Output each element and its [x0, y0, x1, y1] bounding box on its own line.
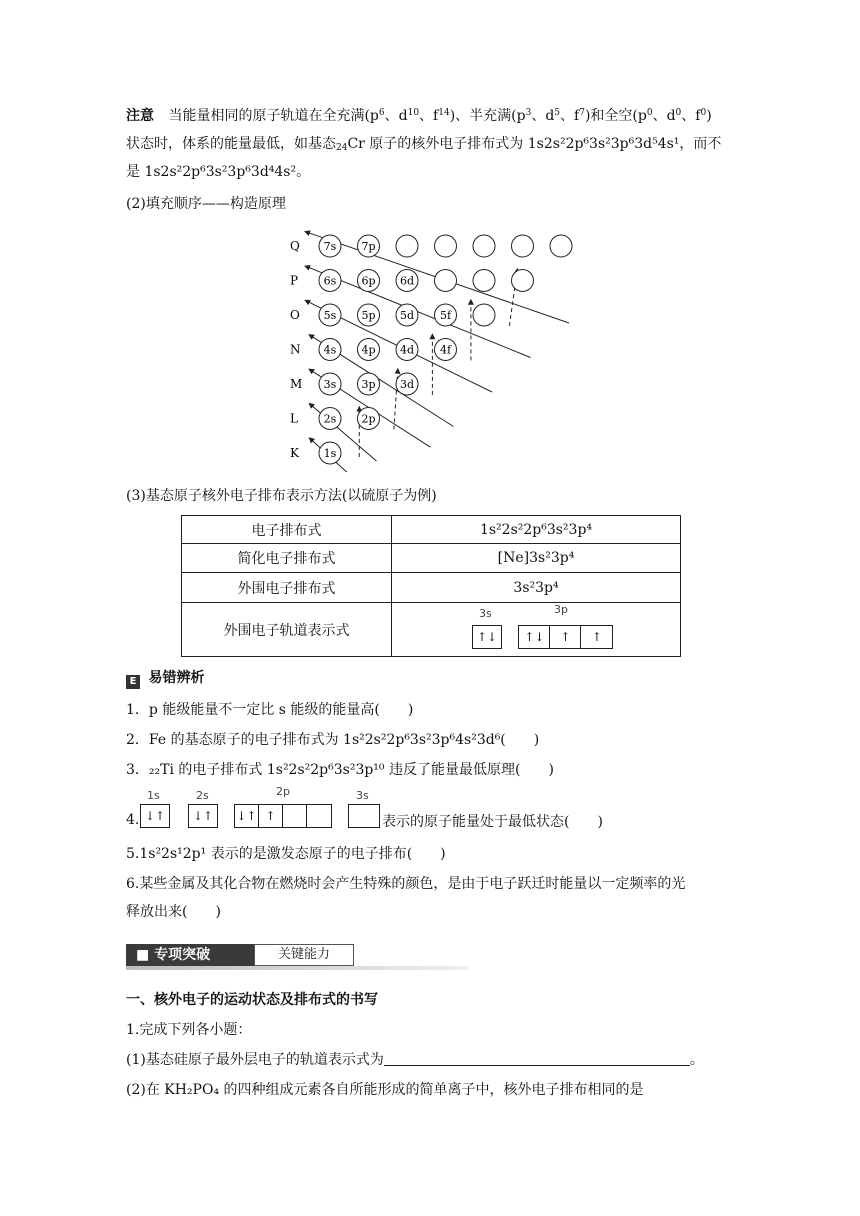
orbital-3d: [396, 373, 418, 395]
error-item-4: 4. 1s ↓↑ 2s ↓↑ 2p ↓↑ ↑ 3s 表示的原子能量处于最低状态( ): [126, 785, 603, 830]
svg-text:6p: 6p: [361, 274, 376, 288]
orbital-7s: [319, 235, 341, 257]
orbital-3s: [319, 373, 341, 395]
orbital-empty: [473, 270, 495, 292]
orbital-empty: [512, 270, 534, 292]
shell-label: M: [290, 377, 303, 391]
orbital-3s-box: ↑↓: [472, 625, 502, 649]
svg-text:2p: 2p: [361, 412, 376, 426]
orbital-2s: [319, 408, 341, 430]
svg-text:7s: 7s: [323, 240, 337, 253]
banner-sublabel: 关键能力: [254, 944, 354, 966]
error-item-1: 1．p 能级能量不一定比 s 能级的能量高( ): [126, 702, 414, 718]
orbital-empty: [473, 235, 495, 257]
section-2-title: (2)填充顺序——构造原理: [126, 196, 286, 212]
box-2s: ↓↑: [188, 804, 218, 828]
svg-text:7p: 7p: [361, 240, 376, 253]
shell-label: O: [290, 308, 300, 322]
error-item-2: 2．Fe 的基态原子的电子排布式为 1s²2s²2p⁶3s²3p⁶4s²3d⁶( ): [126, 732, 540, 748]
part-1-title: 一、核外电子的运动状态及排布式的书写: [126, 992, 378, 1008]
svg-text:4s: 4s: [323, 343, 337, 357]
cr-config-wrong: 2s²2p⁶3s²3p⁶3d⁴4s²: [160, 164, 297, 180]
orbital-4f: [435, 339, 457, 361]
note-line-3: 是 1s2s²2p⁶3s²3p⁶3d⁴4s²。: [126, 164, 311, 180]
cr-config-right: 2s²2p⁶3s²3p⁶3d⁵4s¹: [543, 136, 680, 152]
svg-text:3p: 3p: [361, 378, 376, 391]
error-item-6-cont: 释放出来( ): [126, 904, 221, 920]
svg-text:1s: 1s: [323, 447, 337, 460]
orbital-4p: [358, 339, 380, 361]
orbital-5d: [396, 304, 418, 326]
orbital-empty: [550, 235, 572, 257]
svg-text:5s: 5s: [323, 309, 337, 322]
orbital-5p: [358, 304, 380, 326]
aufbau-diagram: [280, 222, 580, 472]
orbital-6d: [396, 270, 418, 292]
table-row: 简化电子排布式 [Ne]3s²3p⁴: [182, 544, 681, 573]
orbital-4s: [319, 339, 341, 361]
svg-text:4p: 4p: [361, 343, 376, 357]
box-3s: [348, 804, 380, 828]
e-badge-icon: E: [126, 675, 140, 689]
orbital-empty: [512, 235, 534, 257]
table-row: 外围电子排布式 3s²3p⁴: [182, 573, 681, 603]
section-banner: [126, 940, 468, 970]
shell-label: K: [290, 446, 299, 460]
question-1-1: (1)基态硅原子最外层电子的轨道表示式为 。: [126, 1052, 704, 1068]
orbital-empty: [435, 270, 457, 292]
shell-label: P: [290, 273, 299, 288]
orbital-6s: [319, 270, 341, 292]
orbital-empty: [473, 304, 495, 326]
error-item-6: 6.某些金属及其化合物在燃烧时会产生特殊的颜色，是由于电子跃迁时能量以一定频率的光: [126, 876, 686, 892]
orbital-7p: [358, 235, 380, 257]
svg-text:4f: 4f: [439, 343, 452, 357]
orbital-5s: [319, 304, 341, 326]
svg-text:3d: 3d: [399, 378, 415, 391]
table-row: 电子排布式 1s²2s²2p⁶3s²3p⁴: [182, 516, 681, 544]
question-1: 1.完成下列各小题：: [126, 1022, 252, 1038]
shell-label: N: [290, 342, 301, 357]
error-heading: E 易错辨析: [126, 668, 204, 689]
shell-label: L: [290, 411, 298, 426]
question-1-2: (2)在 KH₂PO₄ 的四种组成元素各自所能形成的简单离子中，核外电子排布相同的是: [126, 1082, 644, 1098]
svg-text:4d: 4d: [399, 343, 415, 357]
svg-text:3s: 3s: [323, 378, 337, 391]
note-line-1: 注意 当能量相同的原子轨道在全充满($p^6$、$d^{10}$、$f^{14}$)、半充满($p^3$、$d^5$、$f^7$)和全空($p^0$、$d^0$、$f^0$): [126, 108, 712, 124]
section-3-title: (3)基态原子核外电子排布表示方法(以硫原子为例): [126, 488, 437, 504]
box-2p: ↓↑ ↑: [234, 804, 332, 828]
orbital-5f: [435, 304, 457, 326]
svg-text:2s: 2s: [323, 412, 337, 426]
svg-text:6d: 6d: [399, 274, 415, 288]
banner-label: ■ 专项突破: [126, 944, 254, 966]
answer-blank[interactable]: [384, 1051, 690, 1066]
table-row: 外围电子轨道表示式 3s 3p ↑↓ ↑↓ ↑ ↑: [182, 603, 681, 657]
shell-labels: [290, 239, 302, 460]
orbital-empty: [435, 235, 457, 257]
svg-text:6s: 6s: [323, 274, 337, 288]
orbital-6p: [358, 270, 380, 292]
svg-text:5f: 5f: [439, 309, 452, 322]
error-item-3: 3．₂₂Ti 的电子排布式 1s²2s²2p⁶3s²3p¹⁰ 违反了能量最低原理( ): [126, 762, 554, 778]
note-line-2: 状态时，体系的能量最低，如基态$_{24}$Cr 原子的核外电子排布式为 1s2s²2p⁶3s²3p⁶3d⁵4s¹，而不: [126, 136, 722, 153]
orbital-empty: [396, 235, 418, 257]
svg-text:5d: 5d: [399, 309, 415, 322]
orbital-3p: [358, 373, 380, 395]
shell-label: Q: [290, 239, 300, 253]
orbital-circles: [319, 235, 572, 464]
error-item-5: 5.1s²2s¹2p¹ 表示的是激发态原子的电子排布( ): [126, 846, 446, 862]
orbital-2p: [358, 408, 380, 430]
orbital-1s: [319, 442, 341, 464]
svg-text:5p: 5p: [361, 309, 376, 322]
box-1s: ↓↑: [140, 804, 170, 828]
orbital-diagram-cell: 3s 3p ↑↓ ↑↓ ↑ ↑: [392, 603, 681, 657]
orbital-4d: [396, 339, 418, 361]
note-label: 注意: [126, 108, 154, 124]
sulfur-config-table: [181, 515, 681, 657]
orbital-3p-box: ↑↓ ↑ ↑: [518, 625, 613, 649]
